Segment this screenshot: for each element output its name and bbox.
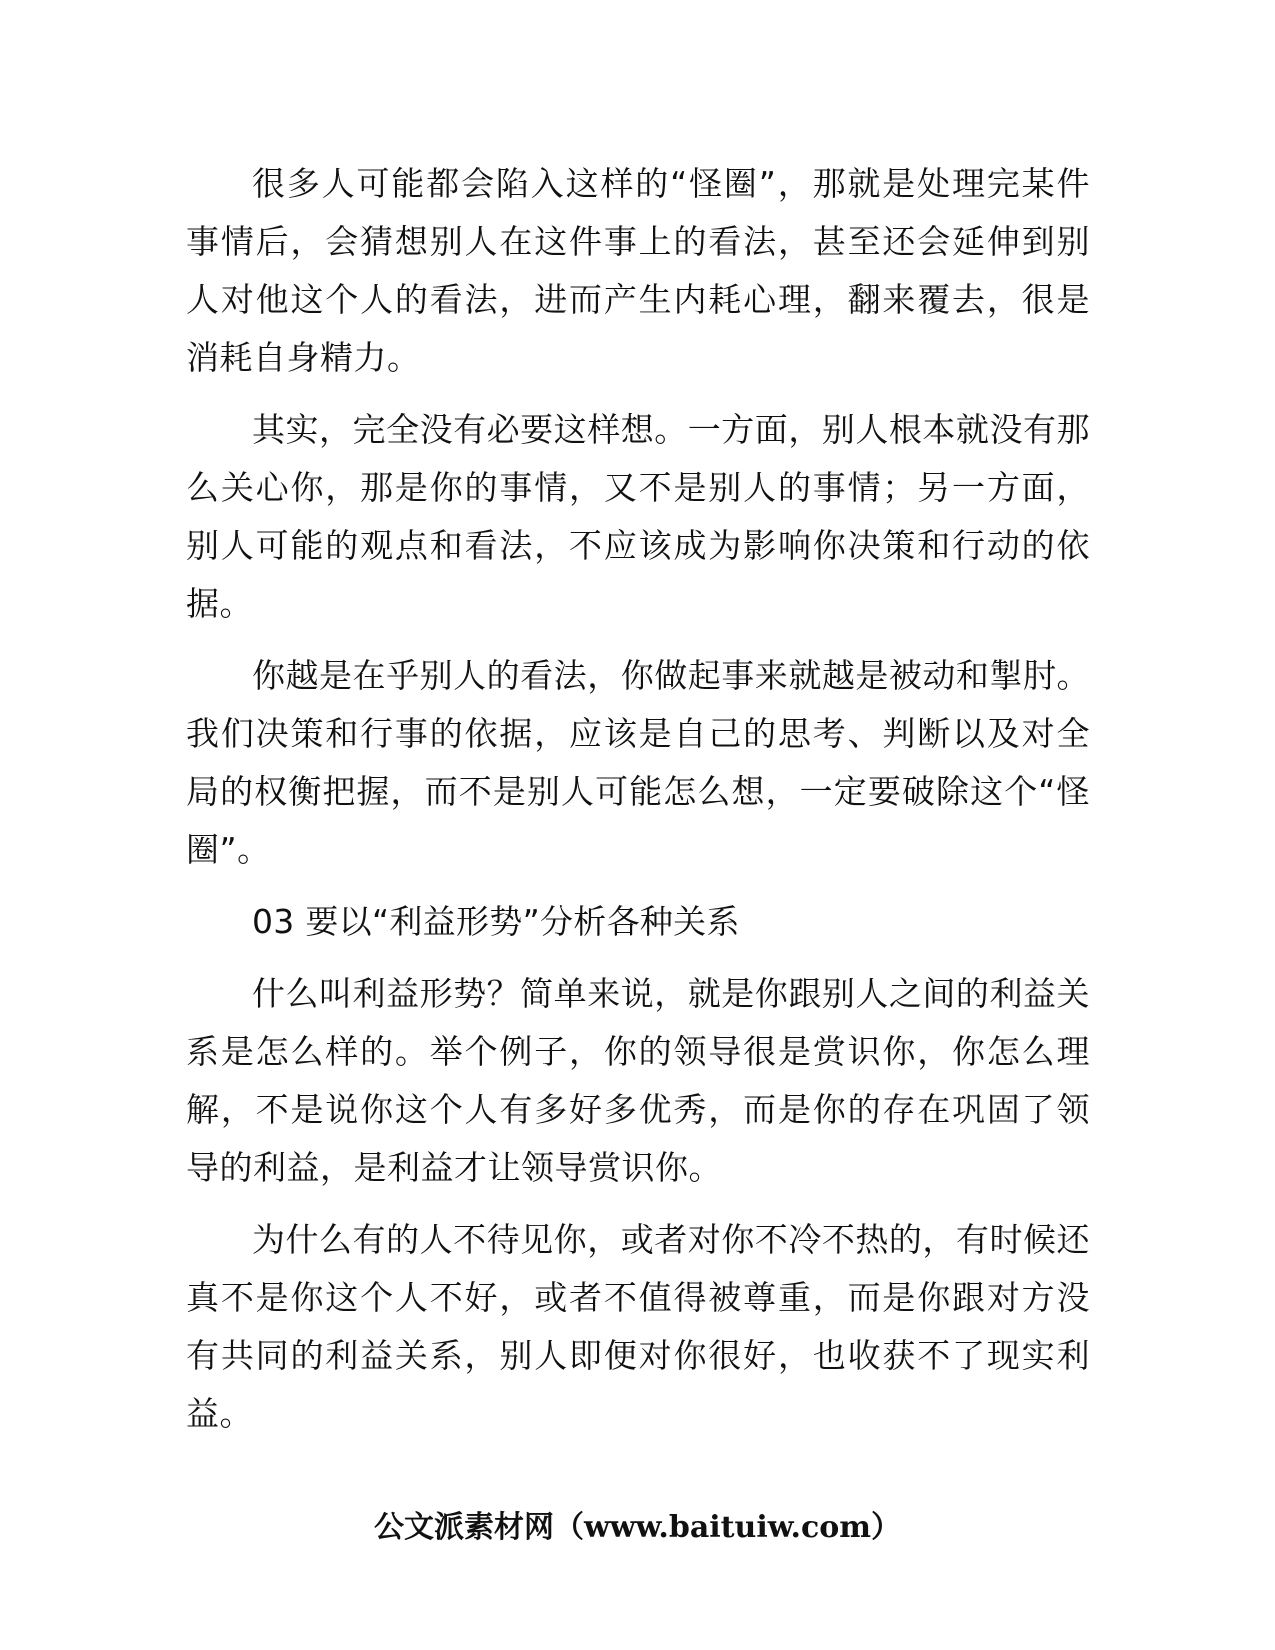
section-heading: 03 要以“利益形势”分析各种关系 [252,902,740,941]
footer-watermark: 公文派素材网（www.baituiw.com） [373,1510,902,1545]
paragraph-1: 很多人可能都会陷入这样的“怪圈”，那就是处理完某件事情后，会猜想别人在这件事上的看法，甚至还会延伸到别人对他这个人的看法，进而产生内耗心理，翻来覆去，很是消耗自身精力。 [186,164,1090,377]
document-body [186,155,1090,1457]
paragraph-4: 什么叫利益形势？简单来说，就是你跟别人之间的利益关系是怎么样的。举个例子，你的领导很是赏识你，你怎么理解，不是说你这个人有多好多优秀，而是你的存在巩固了领导的利益，是利益才让领导赏识你。 [186,974,1090,1187]
paragraph-5: 为什么有的人不待见你，或者对你不冷不热的，有时候还真不是你这个人不好，或者不值得被尊重，而是你跟对方没有共同的利益关系，别人即便对你很好，也收获不了现实利益。 [186,1220,1090,1433]
paragraph-2: 其实，完全没有必要这样想。一方面，别人根本就没有那么关心你，那是你的事情，又不是别人的事情；另一方面，别人可能的观点和看法，不应该成为影响你决策和行动的依据。 [186,410,1090,623]
paragraph-3: 你越是在乎别人的看法，你做起事来就越是被动和掣肘。我们决策和行事的依据，应该是自己的思考、判断以及对全局的权衡把握，而不是别人可能怎么想，一定要破除这个“怪圈”。 [186,656,1090,869]
